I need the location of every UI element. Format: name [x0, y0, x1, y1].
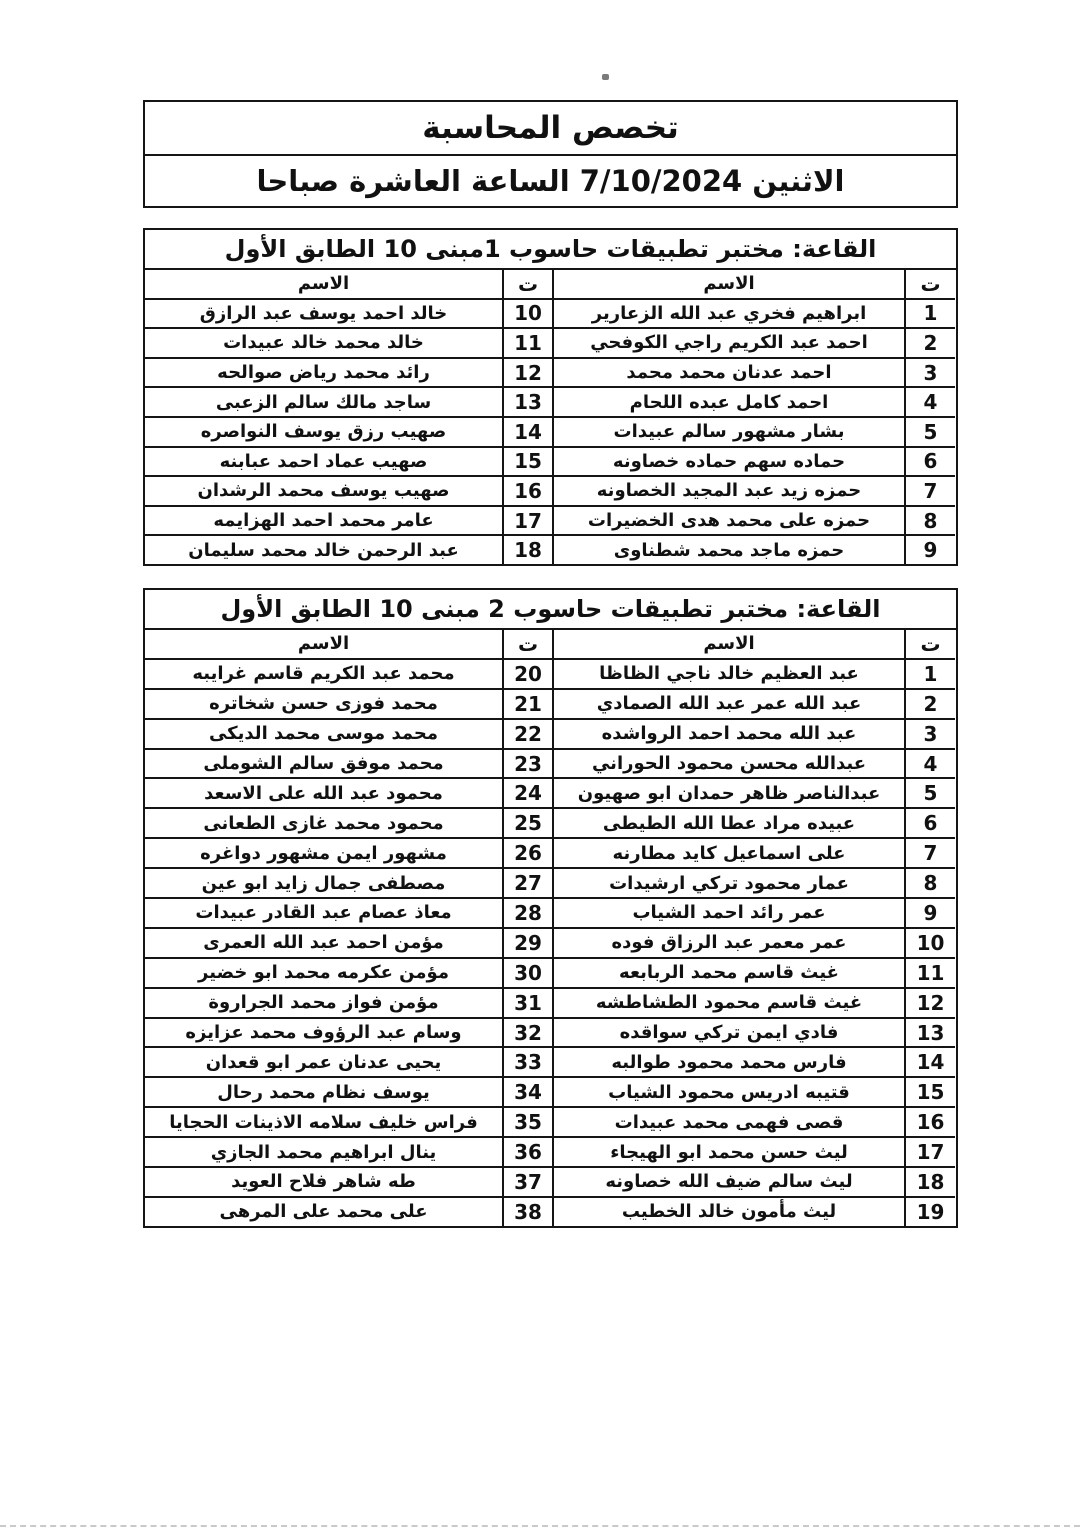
serial-number: 12	[906, 987, 955, 1017]
student-name: احمد عدنان محمد محمد	[554, 357, 906, 387]
student-name: عبد الله محمد احمد الرواشده	[554, 718, 906, 748]
column-header-num: ت	[920, 631, 941, 656]
student-name: يوسف نظام محمد رحال	[145, 1076, 504, 1106]
serial-number: 4	[906, 748, 955, 778]
serial-number: 5	[906, 777, 955, 807]
serial-number: 25	[504, 807, 554, 837]
serial-number: 7	[906, 837, 955, 867]
serial-number: 15	[504, 446, 554, 476]
serial-number: 27	[504, 867, 554, 897]
serial-number: 26	[504, 837, 554, 867]
student-name: عامر محمد احمد الهزايمه	[145, 505, 504, 535]
student-name: غيث قاسم محمود الطشاطشه	[554, 987, 906, 1017]
column-header-name: الاسم	[145, 270, 504, 298]
student-name: خالد احمد يوسف عبد الرازق	[145, 298, 504, 328]
serial-number: 20	[504, 658, 554, 688]
serial-number: 10	[906, 927, 955, 957]
student-name: صهيب رزق يوسف النواصره	[145, 416, 504, 446]
serial-number: 17	[906, 1136, 955, 1166]
column-header-name: الاسم	[554, 630, 906, 658]
student-name: عمر رائد احمد الشياب	[554, 897, 906, 927]
scan-speck	[602, 74, 609, 80]
student-name: صهيب يوسف محمد الرشدان	[145, 475, 504, 505]
serial-number: 15	[906, 1076, 955, 1106]
student-name: مؤمن احمد عبد الله العمرى	[145, 927, 504, 957]
exam-datetime: الاثنين 7/10/2024 الساعة العاشرة صباحا	[256, 164, 845, 198]
student-name: قصى فهمى محمد عبيدات	[554, 1106, 906, 1136]
student-name: احمد عبد الكريم راجي الكوفحي	[554, 327, 906, 357]
hall-title: القاعة: مختبر تطبيقات حاسوب 1مبنى 10 الطابق الأول	[145, 230, 956, 270]
student-name: فارس محمد محمود طوالبه	[554, 1046, 906, 1076]
serial-number: 33	[504, 1046, 554, 1076]
serial-number: 18	[906, 1166, 955, 1196]
serial-number: 38	[504, 1196, 554, 1226]
serial-number: 5	[906, 416, 955, 446]
serial-number: 18	[504, 534, 554, 564]
serial-number: 28	[504, 897, 554, 927]
serial-number: 16	[504, 475, 554, 505]
student-name: حماده سهم حماده خصاونه	[554, 446, 906, 476]
column-header-name: الاسم	[554, 270, 906, 298]
serial-number: 34	[504, 1076, 554, 1106]
serial-number: 19	[906, 1196, 955, 1226]
serial-number: 6	[906, 807, 955, 837]
header-box	[143, 100, 958, 208]
student-name: على اسماعيل كايد مطارنه	[554, 837, 906, 867]
student-name: محمد موسى محمد الديكى	[145, 718, 504, 748]
student-name: قتيبه ادريس محمود الشياب	[554, 1076, 906, 1106]
hall-table-2	[143, 588, 958, 1228]
student-name: ينال ابراهيم محمد الجازي	[145, 1136, 504, 1166]
roster-grid	[145, 270, 956, 564]
serial-number: 3	[906, 718, 955, 748]
serial-number: 31	[504, 987, 554, 1017]
serial-number: 10	[504, 298, 554, 328]
column-header-name: الاسم	[145, 630, 504, 658]
student-name: خالد محمد خالد عبيدات	[145, 327, 504, 357]
serial-number: 11	[504, 327, 554, 357]
serial-number: 2	[906, 327, 955, 357]
student-name: فراس خليف سلامه الاذينات الحجايا	[145, 1106, 504, 1136]
serial-number: 17	[504, 505, 554, 535]
serial-number: 8	[906, 505, 955, 535]
student-name: محمد فوزى حسن شخاتره	[145, 688, 504, 718]
serial-number: 1	[906, 658, 955, 688]
serial-number: 24	[504, 777, 554, 807]
student-name: عبد الله عمر عبد الله الصمادي	[554, 688, 906, 718]
serial-number: 16	[906, 1106, 955, 1136]
student-name: ليث مأمون خالد الخطيب	[554, 1196, 906, 1226]
serial-number: 36	[504, 1136, 554, 1166]
student-name: حمزه ماجد محمد شطناوى	[554, 534, 906, 564]
serial-number: 35	[504, 1106, 554, 1136]
serial-number: 4	[906, 386, 955, 416]
serial-number: 11	[906, 957, 955, 987]
serial-number: 13	[504, 386, 554, 416]
student-name: عبيده مراد عطا الله الطيطى	[554, 807, 906, 837]
student-name: احمد كامل عبده اللحام	[554, 386, 906, 416]
student-name: ليث سالم ضيف الله خصاونه	[554, 1166, 906, 1196]
student-name: طه شاهر فلاح العويد	[145, 1166, 504, 1196]
student-name: حمزه على محمد هدى الخضيرات	[554, 505, 906, 535]
serial-number: 12	[504, 357, 554, 387]
student-name: ساجد مالك سالم الزعبى	[145, 386, 504, 416]
student-name: عبد العظيم خالد ناجي الظاظا	[554, 658, 906, 688]
serial-number: 6	[906, 446, 955, 476]
student-name: عبدالناصر ظاهر حمدان ابو صهيون	[554, 777, 906, 807]
serial-number: 1	[906, 298, 955, 328]
serial-number: 22	[504, 718, 554, 748]
student-name: يحيى عدنان عمر ابو قعدان	[145, 1046, 504, 1076]
student-name: عبد الرحمن خالد محمد سليمان	[145, 534, 504, 564]
serial-number: 3	[906, 357, 955, 387]
serial-number: 29	[504, 927, 554, 957]
student-name: صهيب عماد احمد عبابنه	[145, 446, 504, 476]
student-name: عمر معمر عبد الرزاق فوده	[554, 927, 906, 957]
student-name: مشهور ايمن مشهور دواغره	[145, 837, 504, 867]
serial-number: 2	[906, 688, 955, 718]
serial-number: 14	[504, 416, 554, 446]
student-name: ليث حسن محمد ابو الهيجاء	[554, 1136, 906, 1166]
student-name: محمود محمد غازى الطعانى	[145, 807, 504, 837]
student-name: غيث قاسم محمد الربابعه	[554, 957, 906, 987]
serial-number: 8	[906, 867, 955, 897]
student-name: بشار مشهور سالم عبيدات	[554, 416, 906, 446]
serial-number: 7	[906, 475, 955, 505]
serial-number: 14	[906, 1046, 955, 1076]
student-name: حمزه زيد عبد المجيد الخصاونه	[554, 475, 906, 505]
student-name: فادي ايمن تركي سواقده	[554, 1017, 906, 1047]
specialization-title: تخصص المحاسبة	[145, 102, 956, 156]
hall-title: القاعة: مختبر تطبيقات حاسوب 2 مبنى 10 الطابق الأول	[145, 590, 956, 630]
serial-number: 32	[504, 1017, 554, 1047]
student-name: رائد محمد رياض صوالحه	[145, 357, 504, 387]
scan-edge-line	[0, 1525, 1080, 1527]
student-name: محمود عبد الله على الاسعد	[145, 777, 504, 807]
serial-number: 9	[906, 897, 955, 927]
student-name: مؤمن عكرمه محمد ابو خضير	[145, 957, 504, 987]
hall-table-1	[143, 228, 958, 566]
roster-grid	[145, 630, 956, 1226]
serial-number: 30	[504, 957, 554, 987]
serial-number: 37	[504, 1166, 554, 1196]
student-name: معاذ عصام عبد القادر عبيدات	[145, 897, 504, 927]
column-header-num: ت	[504, 270, 554, 298]
student-name: محمد موفق سالم الشوملى	[145, 748, 504, 778]
student-name: وسام عبد الرؤوف محمد عزايزه	[145, 1017, 504, 1047]
serial-number: 21	[504, 688, 554, 718]
column-header-num: ت	[504, 630, 554, 658]
student-name: ابراهيم فخري عبد الله الزعارير	[554, 298, 906, 328]
student-name: محمد عبد الكريم قاسم غرايبه	[145, 658, 504, 688]
student-name: مصطفى جمال زايد ابو عين	[145, 867, 504, 897]
student-name: عمار محمود تركي ارشيدات	[554, 867, 906, 897]
serial-number: 9	[906, 534, 955, 564]
student-name: مؤمن فواز محمد الجراروة	[145, 987, 504, 1017]
serial-number: 13	[906, 1017, 955, 1047]
column-header-num: ت	[920, 271, 941, 296]
student-name: على محمد على المرهى	[145, 1196, 504, 1226]
serial-number: 23	[504, 748, 554, 778]
student-name: عبدالله محسن محمود الحوراني	[554, 748, 906, 778]
